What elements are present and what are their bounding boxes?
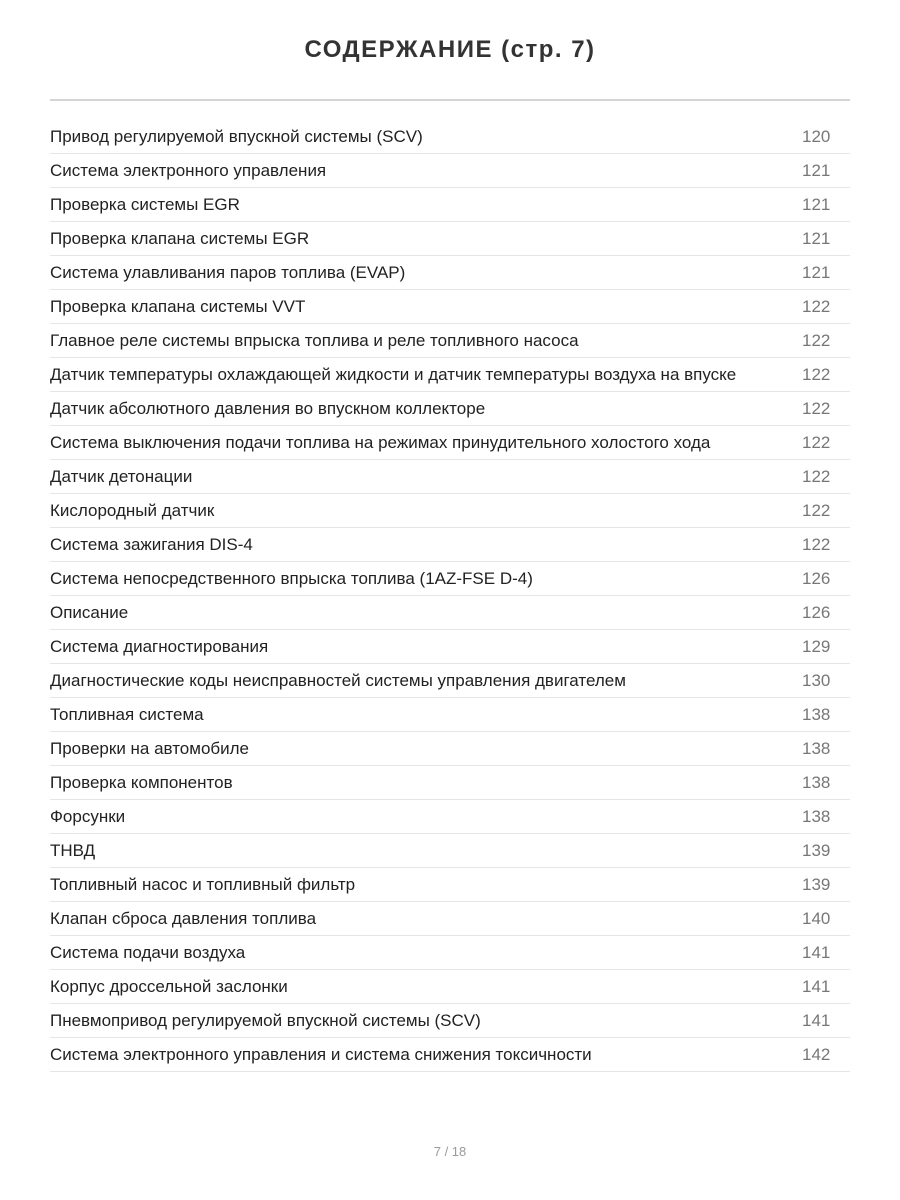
toc-entry[interactable] bbox=[50, 664, 850, 698]
toc-entry-page-number: 138 bbox=[802, 806, 831, 826]
toc-entry[interactable] bbox=[50, 256, 850, 290]
toc-entry-page-number: 121 bbox=[802, 262, 831, 282]
toc-entry[interactable] bbox=[50, 970, 850, 1004]
toc-entry[interactable] bbox=[50, 1038, 850, 1072]
toc-entry[interactable] bbox=[50, 188, 850, 222]
toc-entry-page-number: 126 bbox=[802, 602, 831, 622]
toc-entry-page-number: 142 bbox=[802, 1044, 831, 1064]
toc-entry[interactable] bbox=[50, 1004, 850, 1038]
toc-entry-title: Система улавливания паров топлива (EVAP) bbox=[50, 262, 406, 282]
toc-entry-page-number: 141 bbox=[802, 942, 831, 962]
toc-entry[interactable] bbox=[50, 732, 850, 766]
toc-entry[interactable] bbox=[50, 392, 850, 426]
toc-entry-title: Проверки на автомобиле bbox=[50, 738, 250, 758]
toc-entry-title: Клапан сброса давления топлива bbox=[50, 908, 317, 928]
toc-entry-title: Система электронного управления и система снижения токсичности bbox=[50, 1044, 592, 1064]
toc-entry-page-number: 140 bbox=[802, 908, 831, 928]
toc-entry-page-number: 121 bbox=[802, 194, 831, 214]
toc-entry-title: Система зажигания DIS-4 bbox=[50, 534, 253, 554]
toc-entry-page-number: 121 bbox=[802, 160, 831, 180]
toc-entry-page-number: 138 bbox=[802, 738, 831, 758]
toc-entry[interactable] bbox=[50, 290, 850, 324]
toc-entry-page-number: 126 bbox=[802, 568, 831, 588]
toc-entry-page-number: 122 bbox=[802, 500, 831, 520]
toc-entry[interactable] bbox=[50, 630, 850, 664]
toc-entry-page-number: 141 bbox=[802, 976, 831, 996]
toc-entry-page-number: 122 bbox=[802, 398, 831, 418]
toc-entry-title: Пневмопривод регулируемой впускной системы (SCV) bbox=[50, 1010, 481, 1030]
toc-entry-title: Проверка системы EGR bbox=[50, 194, 240, 214]
toc-entry-page-number: 122 bbox=[802, 330, 831, 350]
toc-entry[interactable] bbox=[50, 936, 850, 970]
toc-entry-page-number: 121 bbox=[802, 228, 831, 248]
page-title: СОДЕРЖАНИЕ (стр. 7) bbox=[304, 36, 596, 63]
toc-entry-page-number: 122 bbox=[802, 466, 831, 486]
toc-entry-title: ТНВД bbox=[50, 840, 96, 860]
toc-entry[interactable] bbox=[50, 698, 850, 732]
toc-entry-page-number: 122 bbox=[802, 432, 831, 452]
toc-entry-title: Проверка компонентов bbox=[50, 772, 233, 792]
toc-entry[interactable] bbox=[50, 834, 850, 868]
toc-entry[interactable] bbox=[50, 324, 850, 358]
toc-entry-title: Система подачи воздуха bbox=[50, 942, 246, 962]
page-counter: 7 / 18 bbox=[433, 1144, 467, 1159]
toc-entry-title: Форсунки bbox=[50, 806, 126, 826]
toc-entry-title: Главное реле системы впрыска топлива и реле топливного насоса bbox=[50, 330, 579, 350]
toc-entry-title: Система выключения подачи топлива на режимах принудительного холостого хода bbox=[50, 432, 711, 452]
toc-entry-title: Проверка клапана системы EGR bbox=[50, 228, 310, 248]
toc-entry[interactable] bbox=[50, 358, 850, 392]
toc-entry[interactable] bbox=[50, 596, 850, 630]
toc-entry-title: Датчик абсолютного давления во впускном коллекторе bbox=[50, 398, 486, 418]
toc-entry-title: Кислородный датчик bbox=[50, 500, 215, 520]
toc-entry[interactable] bbox=[50, 528, 850, 562]
title-divider bbox=[50, 99, 850, 101]
toc-entry-title: Система электронного управления bbox=[50, 160, 327, 180]
toc-entry[interactable] bbox=[50, 222, 850, 256]
toc-entry[interactable] bbox=[50, 154, 850, 188]
toc-entry-page-number: 122 bbox=[802, 534, 831, 554]
toc-entry-title: Описание bbox=[50, 602, 129, 622]
toc-entry-page-number: 139 bbox=[802, 874, 831, 894]
toc-entry-page-number: 130 bbox=[802, 670, 831, 690]
toc-entry-title: Корпус дроссельной заслонки bbox=[50, 976, 288, 996]
toc-entry-page-number: 139 bbox=[802, 840, 831, 860]
toc-entry[interactable] bbox=[50, 562, 850, 596]
toc-entry-title: Диагностические коды неисправностей системы управления двигателем bbox=[50, 670, 626, 690]
toc-entry-page-number: 122 bbox=[802, 364, 831, 384]
toc-entry-page-number: 120 bbox=[802, 126, 831, 146]
toc-entry-page-number: 129 bbox=[802, 636, 831, 656]
toc-entry-page-number: 122 bbox=[802, 296, 831, 316]
toc-entry-page-number: 141 bbox=[802, 1010, 831, 1030]
toc-entry-title: Система диагностирования bbox=[50, 636, 269, 656]
toc-entry[interactable] bbox=[50, 766, 850, 800]
toc-entry[interactable] bbox=[50, 902, 850, 936]
toc-entry-page-number: 138 bbox=[802, 704, 831, 724]
toc-entry-title: Система непосредственного впрыска топлива (1AZ-FSE D-4) bbox=[50, 568, 533, 588]
toc-entry-title: Топливная система bbox=[50, 704, 204, 724]
toc-entry[interactable] bbox=[50, 120, 850, 154]
table-of-contents bbox=[50, 120, 850, 1072]
toc-entry-title: Привод регулируемой впускной системы (SCV) bbox=[50, 126, 423, 146]
toc-entry-page-number: 138 bbox=[802, 772, 831, 792]
toc-entry[interactable] bbox=[50, 494, 850, 528]
toc-entry[interactable] bbox=[50, 426, 850, 460]
toc-entry-title: Топливный насос и топливный фильтр bbox=[50, 874, 356, 894]
toc-entry[interactable] bbox=[50, 868, 850, 902]
toc-entry[interactable] bbox=[50, 800, 850, 834]
toc-entry-title: Датчик детонации bbox=[50, 466, 193, 486]
toc-entry-title: Проверка клапана системы VVT bbox=[50, 296, 306, 316]
toc-entry-title: Датчик температуры охлаждающей жидкости и датчик температуры воздуха на впуске bbox=[50, 364, 737, 384]
toc-entry[interactable] bbox=[50, 460, 850, 494]
